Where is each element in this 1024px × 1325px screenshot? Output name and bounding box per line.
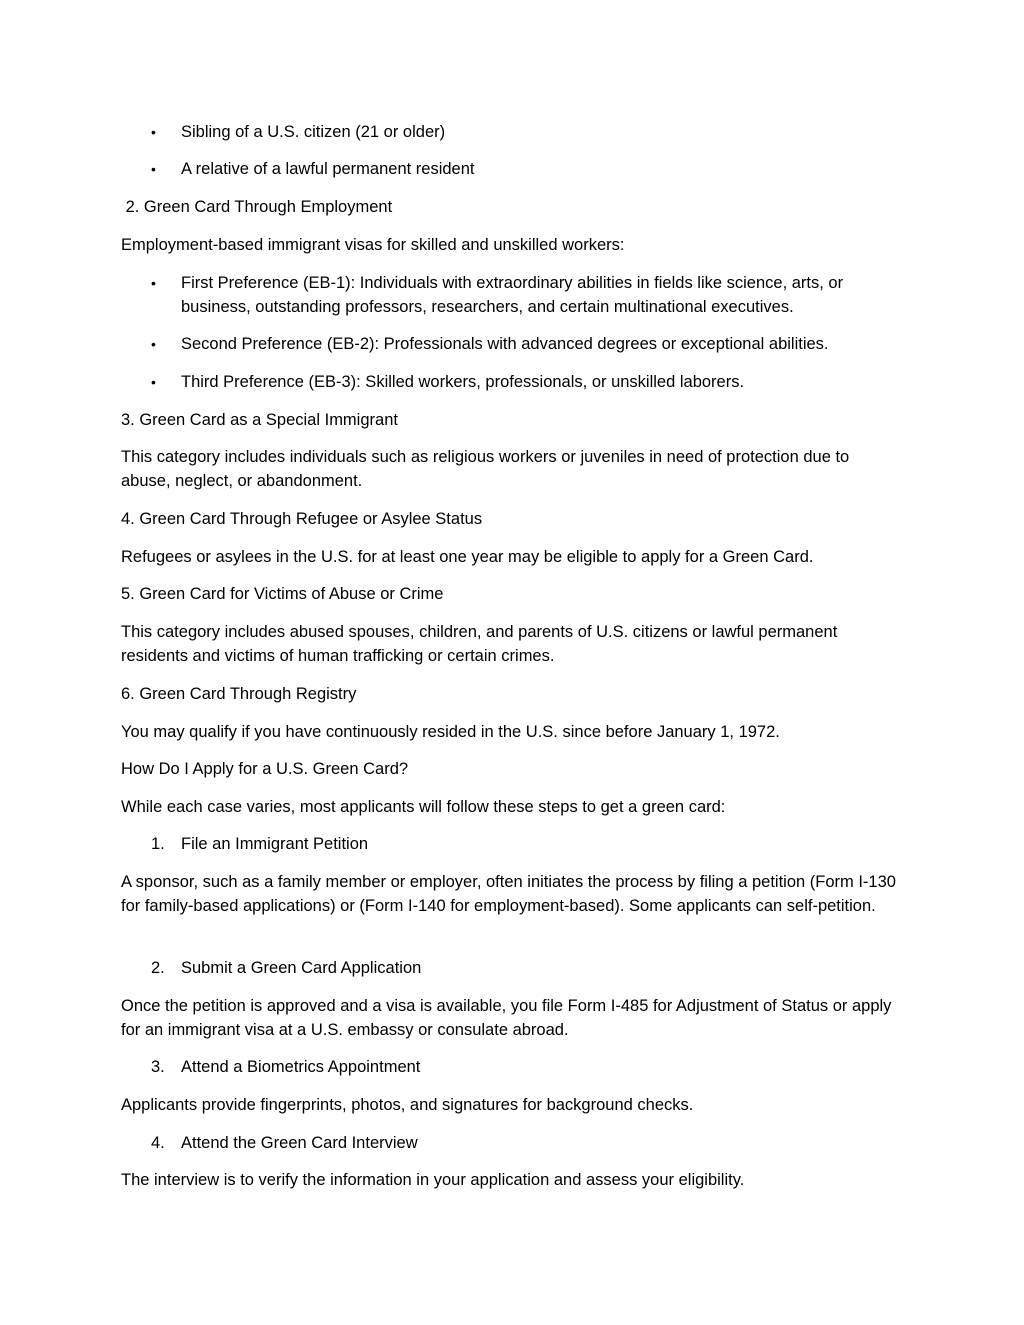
section-intro: Employment-based immigrant visas for skilled and unskilled workers:	[121, 236, 625, 254]
bullet-marker: •	[151, 275, 156, 291]
step-title: Attend the Green Card Interview	[181, 1134, 418, 1152]
section-body: This category includes individuals such as religious workers or juveniles in need of protection due to abuse, neglect, or abandonment.	[121, 448, 850, 490]
step-body: A sponsor, such as a family member or employer, often initiates the process by filing a petition (Form I-130 for family-based applications) or (Form I-140 for employment-based). Some applicants can self-petition.	[121, 873, 896, 915]
step-title: Submit a Green Card Application	[181, 959, 422, 977]
section-heading: 3. Green Card as a Special Immigrant	[121, 411, 398, 429]
list-item: First Preference (EB-1): Individuals with extraordinary abilities in fields like science, arts, or business, outstanding professors, researchers, and certain multinational executives.	[181, 274, 844, 316]
bullet-marker: •	[151, 124, 156, 140]
list-item: A relative of a lawful permanent resident	[181, 160, 475, 178]
step-number: 2.	[151, 959, 165, 977]
bullet-marker: •	[151, 374, 156, 390]
step-body: Applicants provide fingerprints, photos, and signatures for background checks.	[121, 1096, 694, 1114]
section-body: Refugees or asylees in the U.S. for at least one year may be eligible to apply for a Green Card.	[121, 548, 814, 566]
section-heading: 6. Green Card Through Registry	[121, 685, 357, 703]
list-item: Sibling of a U.S. citizen (21 or older)	[181, 123, 446, 141]
step-title: Attend a Biometrics Appointment	[181, 1058, 421, 1076]
section-heading: How Do I Apply for a U.S. Green Card?	[121, 760, 409, 778]
step-body: The interview is to verify the information in your application and assess your eligibility.	[121, 1171, 745, 1189]
list-item: Second Preference (EB-2): Professionals with advanced degrees or exceptional abilities.	[181, 335, 829, 353]
section-body: This category includes abused spouses, children, and parents of U.S. citizens or lawful permanent residents and victims of human trafficking or certain crimes.	[121, 623, 838, 665]
step-number: 4.	[151, 1134, 165, 1152]
bullet-marker: •	[151, 161, 156, 177]
bullet-marker: •	[151, 336, 156, 352]
list-item: Third Preference (EB-3): Skilled workers, professionals, or unskilled laborers.	[181, 373, 745, 391]
step-number: 1.	[151, 835, 165, 853]
section-heading: 2. Green Card Through Employment	[121, 198, 393, 216]
step-body: Once the petition is approved and a visa is available, you file Form I-485 for Adjustment of Status or apply for an immigrant visa at a U.S. embassy or consulate abroad.	[121, 997, 892, 1039]
section-heading: 5. Green Card for Victims of Abuse or Crime	[121, 585, 444, 603]
section-intro: While each case varies, most applicants will follow these steps to get a green card:	[121, 798, 726, 816]
section-heading: 4. Green Card Through Refugee or Asylee Status	[121, 510, 483, 528]
step-title: File an Immigrant Petition	[181, 835, 369, 853]
section-body: You may qualify if you have continuously resided in the U.S. since before January 1, 1972.	[121, 723, 780, 741]
step-number: 3.	[151, 1058, 165, 1076]
